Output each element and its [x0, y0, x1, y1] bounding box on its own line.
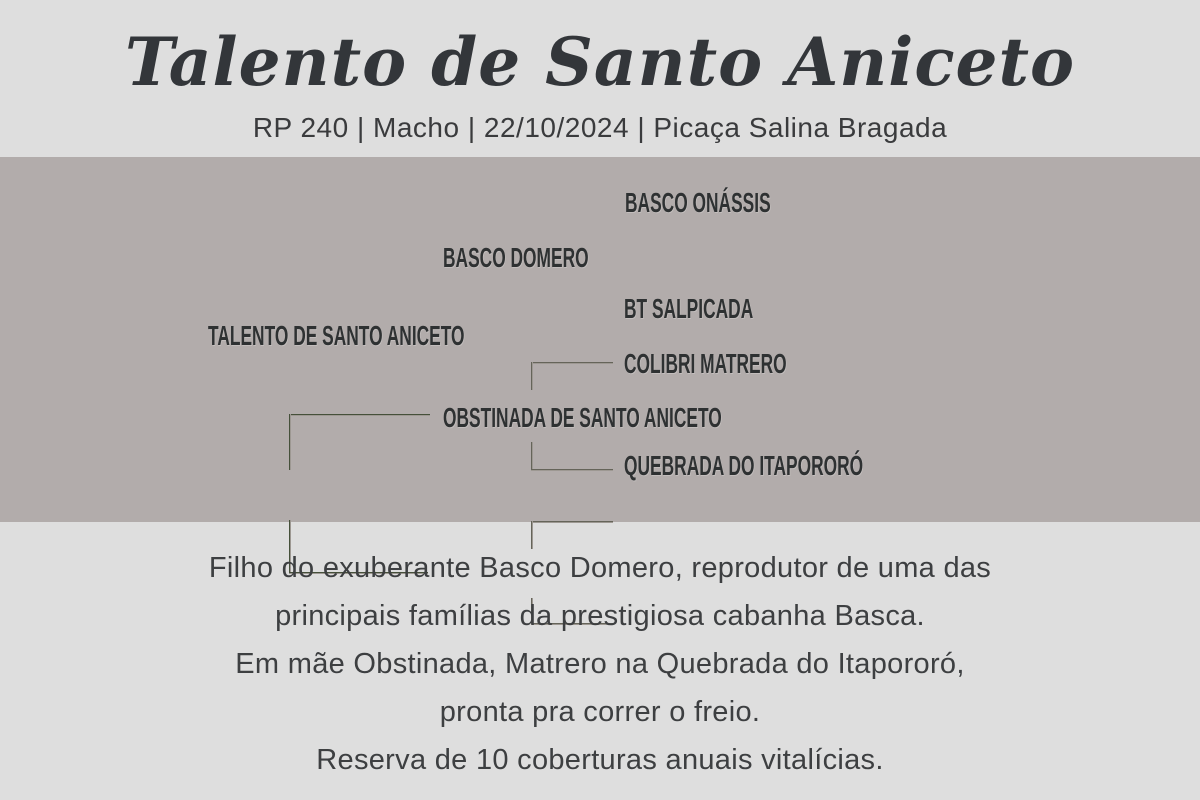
description-line: pronta pra correr o freio.: [439, 696, 761, 728]
pedigree-node-sire: BASCO DOMERO: [443, 242, 589, 273]
animal-info-subtitle: RP 240 | Macho | 22/10/2024 | Picaça Salina Bragada: [252, 112, 948, 143]
connector-subject-upper-vertical: [289, 414, 291, 470]
description-line: Filho do exuberante Basco Domero, reprodutor de uma das: [208, 552, 992, 584]
description-line: Reserva de 10 coberturas anuais vitalícias.: [316, 744, 884, 776]
connector-dam-top: [531, 521, 613, 523]
description-paragraph: [0, 544, 1200, 784]
connector-sire-bottom: [531, 469, 613, 471]
page-title: Talento de Santo Aniceto: [124, 23, 1076, 101]
pedigree-node-dam-sire: COLIBRI MATRERO: [624, 348, 787, 379]
connector-sire-upper-vertical: [531, 362, 533, 390]
description-line: principais famílias da prestigiosa cabanha Basca.: [275, 600, 925, 632]
pedigree-node-subject: TALENTO DE SANTO ANICETO: [208, 320, 465, 351]
description-line: Em mãe Obstinada, Matrero na Quebrada do Itapororó,: [235, 648, 965, 680]
connector-sire-top: [531, 362, 613, 364]
connector-subject-top: [289, 414, 430, 416]
pedigree-band: [0, 157, 1200, 522]
pedigree-node-sire-dam: BT SALPICADA: [624, 293, 754, 324]
pedigree-node-dam-dam: QUEBRADA DO ITAPORORÓ: [624, 450, 864, 481]
pedigree-node-dam: OBSTINADA DE SANTO ANICETO: [443, 402, 722, 433]
pedigree-node-sire-sire: BASCO ONÁSSIS: [625, 187, 771, 218]
connector-sire-lower-vertical: [531, 442, 533, 471]
